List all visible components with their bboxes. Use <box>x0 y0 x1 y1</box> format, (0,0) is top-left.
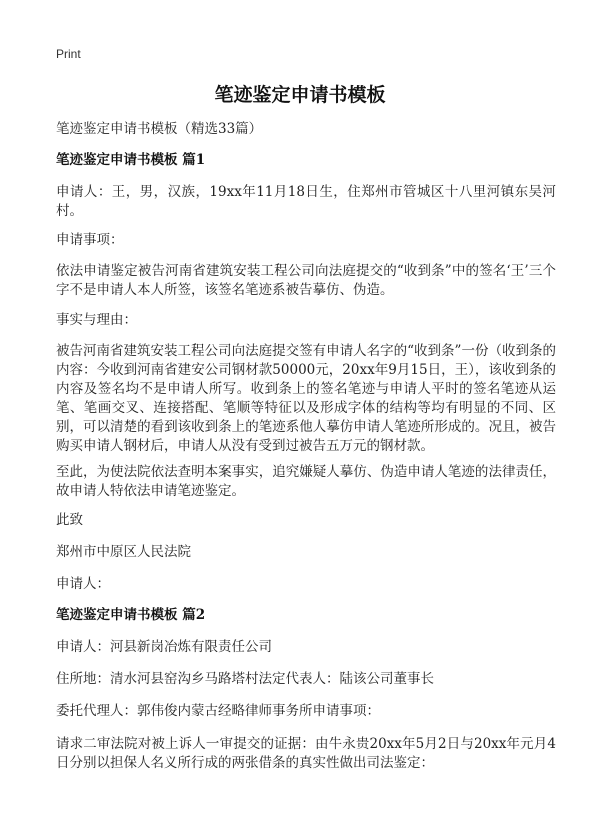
section-2-address: 住所地：清水河县窑沟乡马路塔村法定代表人：陆该公司董事长 <box>56 671 434 687</box>
section-1-signature: 申请人： <box>56 576 110 592</box>
section-1-applicant: 申请人：王，男，汉族，19xx年11月18日生，住郑州市管城区十八里河镇东吴河村。 <box>56 184 556 219</box>
section-1-matters-text: 依法申请鉴定被告河南省建筑安装工程公司向法庭提交的“收到条”中的签名‘王’三个字不是申请人本人所签，该签名笔迹系被告摹仿、伪造。 <box>56 263 556 298</box>
section-2-applicant: 申请人：河县新岗冶炼有限责任公司 <box>56 639 272 655</box>
print-label[interactable]: Print <box>56 47 81 61</box>
section-1-facts-label: 事实与理由： <box>56 312 137 328</box>
section-1-court: 郑州市中原区人民法院 <box>56 544 191 560</box>
section-2-request-text: 请求二审法院对被上诉人一审提交的证据：由牛永贵20xx年5月2日与20xx年元月4日分别以担保人名义所行成的两张借条的真实性做出司法鉴定： <box>56 736 556 771</box>
section-2-agent: 委托代理人：郭伟俊内蒙古经略律师事务所申请事项： <box>56 703 380 719</box>
intro-line: 笔迹鉴定申请书模板（精选33篇） <box>56 121 263 137</box>
section-1-matters-label: 申请事项： <box>56 232 124 248</box>
section-1-conclusion-text: 至此，为使法院依法查明本案事实，追究嫌疑人摹仿、伪造申请人笔迹的法律责任，故申请人特依法申请笔迹鉴定。 <box>56 464 556 499</box>
section-2-heading: 笔迹鉴定申请书模板 篇2 <box>56 607 206 623</box>
document-title: 笔迹鉴定申请书模板 <box>214 84 386 106</box>
section-1-heading: 笔迹鉴定申请书模板 篇1 <box>56 152 206 168</box>
section-1-salutation: 此致 <box>56 512 83 528</box>
section-1-facts-text: 被告河南省建筑安装工程公司向法庭提交签有申请人名字的“收到条”一份（收到条的内容：今收到河南省建安公司钢材款50000元，20xx年9月15日，王），该收到条的内容及签名均不是申请人所写。收到条上的签名笔迹与申请人平时的签名笔迹从运笔、笔画交叉、连接搭配、笔顺等特征以及形成字体的结构等均有明显的不同、区别，可以清楚的看到该收到条上的笔迹系他人摹仿申请人笔迹所形成的。况且，被告购买申请人钢材后，申请人从没有受到过被告五万元的钢材款。 <box>56 343 556 454</box>
